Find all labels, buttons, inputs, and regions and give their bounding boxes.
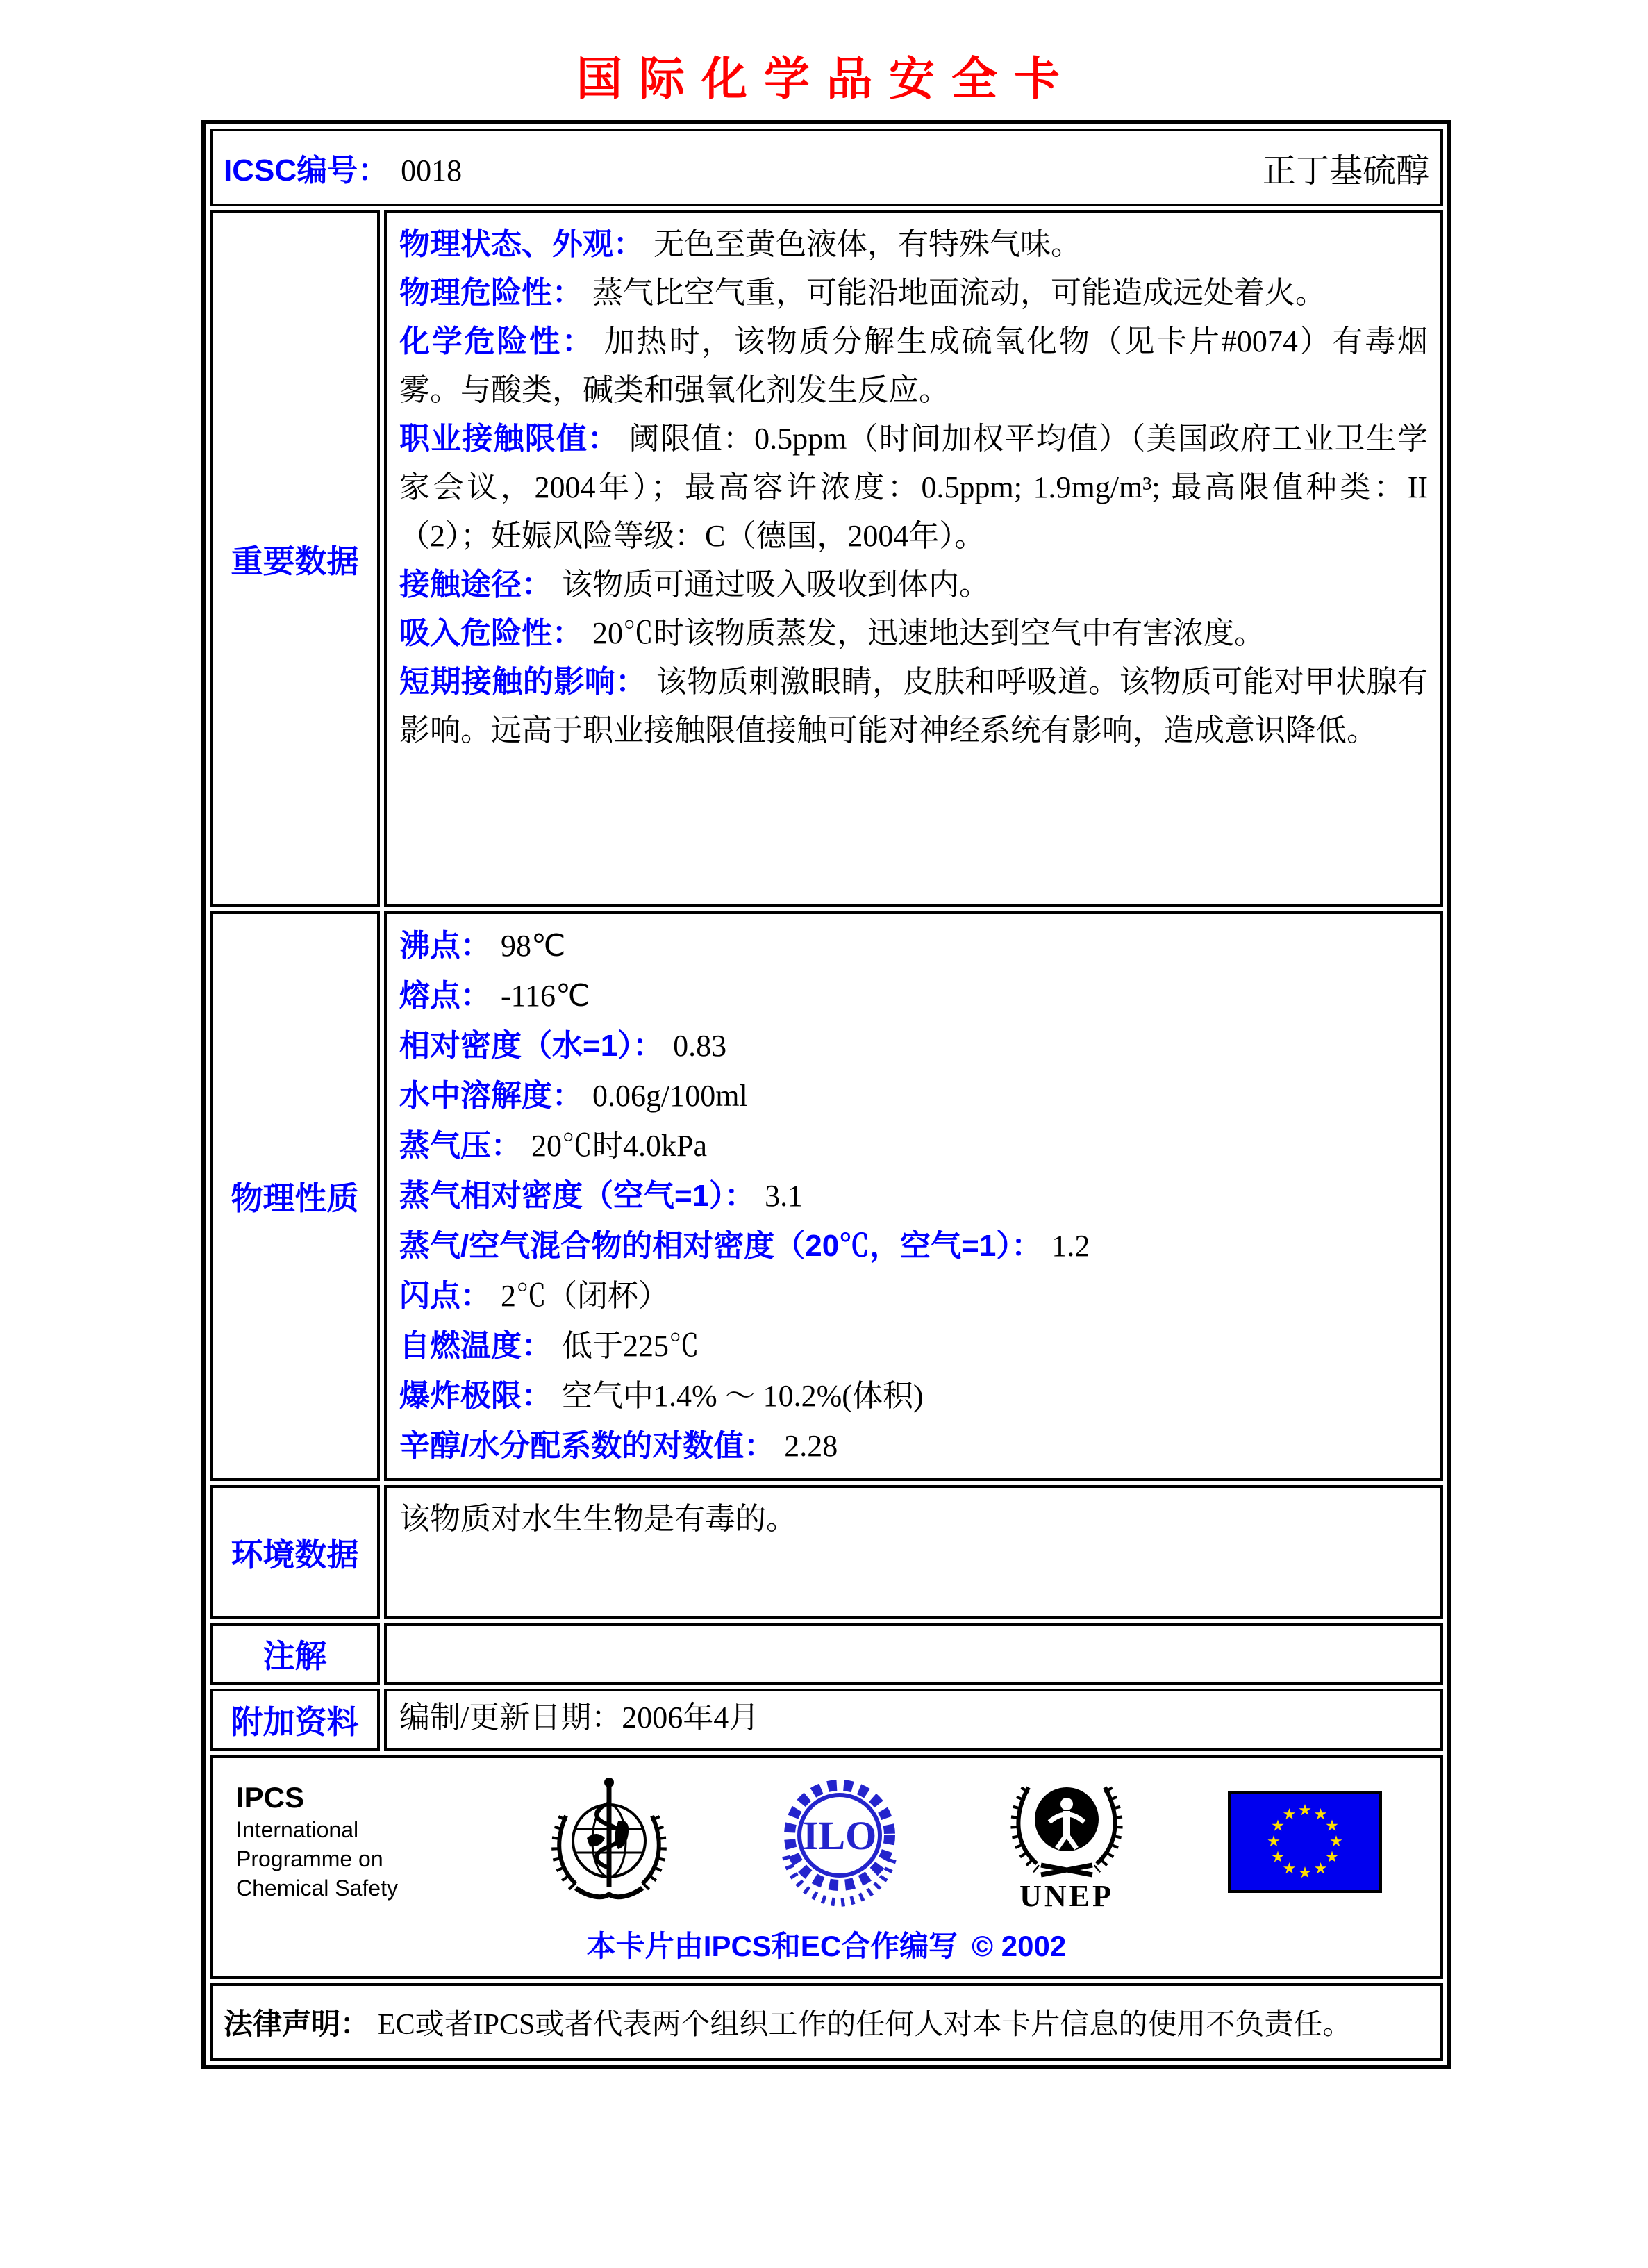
property-item xyxy=(399,1421,1428,1471)
section-label-additional-info: 附加资料 xyxy=(210,1689,380,1751)
property-item xyxy=(399,1121,1428,1171)
unep-logo-icon xyxy=(1008,1769,1126,1879)
property-value: 低于225℃ xyxy=(562,1329,699,1363)
eu-flag-icon xyxy=(1228,1791,1382,1893)
legal-row xyxy=(210,1983,1443,2061)
header-cell xyxy=(210,129,1443,206)
ipcs-text-block xyxy=(236,1780,444,1903)
property-value: 98℃ xyxy=(501,929,566,963)
property-value: 0.83 xyxy=(673,1029,727,1063)
property-item xyxy=(399,1021,1428,1071)
icsc-card-table xyxy=(201,120,1451,2069)
data-item xyxy=(399,561,1428,609)
credit-year: © 2002 xyxy=(972,1930,1067,1962)
field-value: 20℃时该物质蒸发，迅速地达到空气中有害浓度。 xyxy=(592,616,1265,650)
property-item xyxy=(399,1071,1428,1121)
important-data-row xyxy=(210,210,1443,907)
logos-cell xyxy=(210,1755,1443,1979)
ipcs-line-1: International xyxy=(236,1817,359,1842)
credit-line xyxy=(229,1923,1424,1965)
property-label: 辛醇/水分配系数的对数值： xyxy=(399,1429,775,1463)
physical-properties-list xyxy=(399,921,1428,1471)
ipcs-title: IPCS xyxy=(236,1781,305,1814)
unep-logo-text: UNEP xyxy=(1019,1879,1114,1913)
data-item xyxy=(399,609,1428,658)
property-label: 闪点： xyxy=(399,1279,491,1313)
physical-properties-row xyxy=(210,911,1443,1481)
section-label-physical-properties: 物理性质 xyxy=(210,911,380,1481)
icsc-number-label: ICSC编号： xyxy=(224,154,389,188)
property-value: -116℃ xyxy=(501,979,590,1013)
credit-text: 本卡片由IPCS和EC合作编写 xyxy=(586,1930,958,1962)
field-value: 蒸气比空气重，可能沿地面流动，可能造成远处着火。 xyxy=(592,276,1326,310)
field-label: 接触途径： xyxy=(399,568,552,602)
property-label: 相对密度（水=1）： xyxy=(399,1029,664,1063)
section-label-notes: 注解 xyxy=(210,1623,380,1685)
environment-data-row xyxy=(210,1485,1443,1619)
property-item xyxy=(399,1371,1428,1421)
property-item xyxy=(399,1171,1428,1221)
property-value: 3.1 xyxy=(765,1179,804,1213)
ipcs-line-3: Chemical Safety xyxy=(236,1876,398,1901)
section-label-environment-data: 环境数据 xyxy=(210,1485,380,1619)
field-value: 该物质刺激眼睛，皮肤和呼吸道。该物质可能对甲状腺有影响。远高于职业接触限值接触可能对神经系统有影响，造成意识降低。 xyxy=(399,665,1428,747)
field-label: 吸入危险性： xyxy=(399,616,583,650)
property-label: 爆炸极限： xyxy=(399,1379,552,1413)
page-title: 国际化学品安全卡 xyxy=(576,54,1076,105)
data-item xyxy=(399,658,1428,755)
section-label-important-data: 重要数据 xyxy=(210,210,380,907)
field-label: 短期接触的影响： xyxy=(399,665,647,699)
field-label: 物理状态、外观： xyxy=(399,227,644,261)
notes-row xyxy=(210,1623,1443,1685)
property-value: 空气中1.4% ～ 10.2%(体积) xyxy=(562,1379,924,1413)
data-item xyxy=(399,269,1428,317)
property-item xyxy=(399,1271,1428,1321)
ilo-logo-icon xyxy=(774,1774,906,1910)
field-value: 加热时，该物质分解生成硫氧化物（见卡片#0074）有毒烟雾。与酸类，碱类和强氧化剂发生反应。 xyxy=(399,324,1429,407)
legal-cell xyxy=(210,1983,1443,2061)
property-label: 熔点： xyxy=(399,979,491,1013)
additional-info-text: 编制/更新日期：2006年4月 xyxy=(399,1700,760,1735)
legal-text: EC或者IPCS或者代表两个组织工作的任何人对本卡片信息的使用不负责任。 xyxy=(378,2009,1352,2041)
unep-logo-block xyxy=(1008,1769,1126,1914)
chemical-name: 正丁基硫醇 xyxy=(1262,152,1429,190)
property-label: 蒸气压： xyxy=(399,1129,522,1163)
field-label: 物理危险性： xyxy=(399,276,583,310)
field-value: 无色至黄色液体，有特殊气味。 xyxy=(654,227,1081,261)
additional-info-row xyxy=(210,1689,1443,1751)
property-value: 0.06g/100ml xyxy=(592,1079,748,1113)
property-value: 1.2 xyxy=(1051,1229,1090,1263)
property-value: 20℃时4.0kPa xyxy=(531,1129,707,1163)
logos-row xyxy=(210,1755,1443,1979)
property-label: 沸点： xyxy=(399,929,491,963)
additional-info-content xyxy=(384,1689,1443,1751)
property-item xyxy=(399,971,1428,1021)
notes-content xyxy=(384,1623,1443,1685)
field-value: 阈限值：0.5ppm（时间加权平均值）（美国政府工业卫生学家会议，2004年）；最高容许浓度：0.5ppm; 1.9mg/m³; 最高限值种类：II（2）；妊娠风险等级：C（德国，2004年）。 xyxy=(399,422,1429,553)
property-item xyxy=(399,1221,1428,1271)
icsc-number-value: 0018 xyxy=(401,154,463,188)
property-value: 2℃（闭杯） xyxy=(501,1279,669,1313)
data-item xyxy=(399,317,1428,415)
field-label: 化学危险性： xyxy=(399,324,594,358)
property-item xyxy=(399,921,1428,971)
property-label: 蒸气相对密度（空气=1）： xyxy=(399,1179,756,1213)
icsc-number-group xyxy=(224,145,462,190)
field-value: 该物质可通过吸入吸收到体内。 xyxy=(562,568,990,602)
important-data-content xyxy=(384,210,1443,907)
data-item xyxy=(399,220,1428,269)
who-logo-icon xyxy=(547,1774,672,1910)
field-label: 职业接触限值： xyxy=(399,422,619,456)
data-item xyxy=(399,415,1428,561)
property-value: 2.28 xyxy=(784,1429,838,1463)
header-row xyxy=(210,129,1443,206)
environment-text: 该物质对水生生物是有毒的。 xyxy=(399,1502,797,1536)
environment-data-content xyxy=(384,1485,1443,1619)
ilo-logo-text: ILO xyxy=(802,1812,877,1858)
physical-properties-content xyxy=(384,911,1443,1481)
property-label: 蒸气/空气混合物的相对密度（20℃，空气=1）： xyxy=(399,1229,1042,1263)
ipcs-line-2: Programme on xyxy=(236,1846,383,1871)
property-label: 水中溶解度： xyxy=(399,1079,583,1113)
legal-label: 法律声明： xyxy=(224,2008,370,2040)
property-item xyxy=(399,1321,1428,1371)
important-data-list xyxy=(399,220,1428,755)
property-label: 自燃温度： xyxy=(399,1329,552,1363)
